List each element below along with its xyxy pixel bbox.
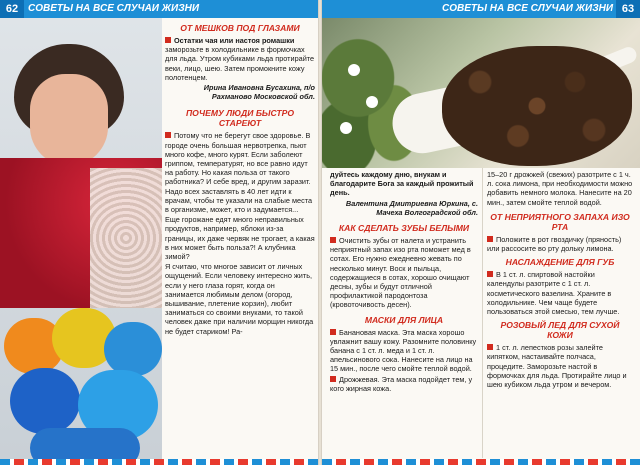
bullet-icon: [330, 237, 336, 243]
article-text: Я считаю, что многое зависит от личных ощущений. Если человеку интересно жить, если у него глаза горят, когда он занимается любимым делом (огород, вышивание, плетение корзин), любит заниматься со своими внуками, то такой человек даже при наличии морщин никогда не будет стариком! Ра-: [165, 262, 314, 336]
decorative-stripe: [322, 459, 640, 465]
flower-icon: [366, 96, 378, 108]
bullet-icon: [165, 37, 171, 43]
article-text: Остатки чая или настоя ромашки заморозьте в холодильнике в формочках для льда. Утром кубиками льда протирайте веки, лицо, шею. Затем промокните кожу полотенцем.: [165, 36, 315, 82]
article-text: Дрожжевая. Эта маска подойдет тем, у кого жирная кожа.: [330, 374, 473, 393]
article-text: Положите в рот гвоздичку (пряность) или рассосите во рту дольку лимона.: [487, 234, 622, 254]
flower-icon: [340, 122, 352, 134]
yarn-ball: [104, 322, 162, 376]
photo-woman-with-yarn: [0, 18, 162, 459]
article-column-right-2: [487, 170, 633, 390]
article-author: Ирина Ивановна Бусахина, п/о Рахманово Московской обл.: [203, 83, 315, 102]
article-text: дуйтесь каждому дню, внукам и благодарите Бога за каждый прожитый день.: [330, 170, 474, 198]
page-header: СОВЕТЫ НА ВСЕ СЛУЧАИ ЖИЗНИ: [322, 0, 640, 18]
article-title: МАСКИ ДЛЯ ЛИЦА: [364, 314, 444, 325]
page-number: 62: [0, 0, 24, 18]
yarn-ball: [10, 368, 80, 434]
bullet-icon: [165, 132, 171, 138]
bullet-icon: [330, 329, 336, 335]
photo-face: [30, 74, 108, 166]
bullet-icon: [487, 271, 493, 277]
page-header: СОВЕТЫ НА ВСЕ СЛУЧАИ ЖИЗНИ: [0, 0, 318, 18]
article-text: Еще горожане едят много неправильных продуктов, например, яблоки из-за границы, их даже червяк не трогает, а какая в них может быть польза?! А клубника зимой?: [165, 215, 315, 262]
photo-cloves-spoon: [322, 18, 640, 168]
article-text: 1 ст. л. лепестков розы залейте кипятком, настаивайте полчаса, процедите. Заморозьте настой в формочках для льда. Протирайте лицо и шею кубиком льда утром и вечером.: [487, 343, 627, 390]
article-author: Валентина Дмитриевна Юркина, с. Мачеха Волгоградской обл.: [345, 198, 478, 217]
photo-lace: [90, 168, 162, 308]
photo-cloves: [442, 46, 632, 166]
bullet-icon: [487, 344, 493, 350]
article-column-left: [165, 21, 315, 337]
article-title: КАК СДЕЛАТЬ ЗУБЫ БЕЛЫМИ: [338, 223, 470, 234]
article-text: Потому что не берегут свое здоровье. В городе очень большая нервотрепка, пьют много кофе, много курят. Если заболеют гриппом, температурят, но все равно идут на работу. Но какая польза от такого работника? И себе вред, и другим заразит. Надо всех заставлять в 40 лет идти к врачам, чтобы те указали на слабые места в организме, может, кто и задумается...: [165, 131, 313, 215]
column-divider: [482, 168, 483, 458]
right-page: [322, 0, 640, 465]
article-text: Очистить зубы от налета и устранить неприятный запах изо рта поможет мед в сотах. Его нужно ежедневно жевать по несколько минут. Воск и пыльца, содержащиеся в сотах, хорошо очищают десны, зубы и будут отличной профилактикой пародонтоза (кровоточивость десен).: [330, 236, 471, 310]
decorative-stripe: [0, 459, 318, 465]
bullet-icon: [330, 376, 336, 382]
article-title: ПОЧЕМУ ЛЮДИ БЫСТРО СТАРЕЮТ: [185, 108, 295, 129]
article-title: ОТ НЕПРИЯТНОГО ЗАПАХА ИЗО РТА: [490, 211, 630, 232]
article-text: Банановая маска. Эта маска хорошо увлажнит вашу кожу. Разомните половинку банана с 1 ст. л. меда и 1 ст. л. апельсинового сока. Нанесите на лицо на 15 мин., после чего смойте теплой водой.: [330, 327, 477, 374]
left-page: [0, 0, 318, 465]
article-title: РОЗОВЫЙ ЛЕД ДЛЯ СУХОЙ КОЖИ: [500, 320, 620, 341]
article-text: 15–20 г дрожжей (свежих) разотрите с 1 ч. л. сока лимона, при необходимости можно добавить немного молока. Нанесите на 20 мин., затем смойте теплой водой.: [487, 170, 633, 207]
bullet-icon: [487, 236, 493, 242]
article-column-right-1: [330, 170, 478, 394]
article-title: НАСЛАЖДЕНИЕ ДЛЯ ГУБ: [505, 257, 615, 268]
page-number: 63: [616, 0, 640, 18]
article-text: В 1 ст. л. спиртовой настойки календулы разотрите с 1 ст. л. косметического вазелина. Храните в холодильнике. Чем чаще будете пользоваться этой смесью, тем лучше.: [487, 270, 620, 317]
article-title: ОТ МЕШКОВ ПОД ГЛАЗАМИ: [180, 23, 300, 33]
flower-icon: [348, 64, 360, 76]
